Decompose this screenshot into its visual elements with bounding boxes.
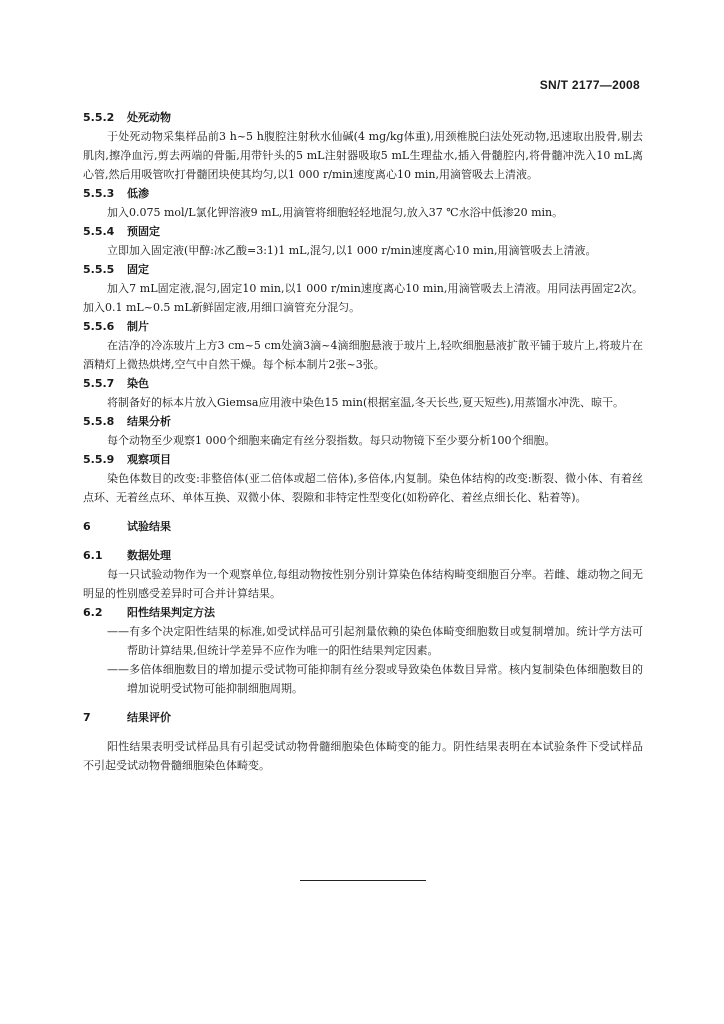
section-gap bbox=[83, 536, 643, 546]
section-gap bbox=[83, 507, 643, 517]
dash-list-item: ——有多个决定阳性结果的标准,如受试样品可引起剂量依赖的染色体畸变细胞数目或复制增加。统计学方法可帮助计算结果,但统计学差异不应作为唯一的阳性结果判定因素。 bbox=[107, 625, 643, 657]
section-title: 低渗 bbox=[127, 187, 149, 200]
document-body bbox=[83, 108, 643, 775]
section-heading bbox=[83, 222, 643, 241]
section-number: 5.5.2 bbox=[83, 111, 115, 124]
section-number: 5.5.8 bbox=[83, 415, 115, 428]
section-heading bbox=[83, 450, 643, 469]
section-heading bbox=[83, 184, 643, 203]
section-heading bbox=[83, 603, 643, 622]
paragraph: 加入7 mL固定液,混匀,固定10 min,以1 000 r/min速度离心10 min,用滴管吸去上清液。用同法再固定2次。加入0.1 mL~0.5 mL新鲜固定液,用细口滴管充分混匀。 bbox=[83, 282, 643, 314]
paragraph: 染色体数目的改变:非整倍体(亚二倍体或超二倍体),多倍体,内复制。染色体结构的改变:断裂、微小体、有着丝点环、无着丝点环、单体互换、双微小体、裂隙和非特定性型变化(如粉碎化、着丝点细长化、粘着等)。 bbox=[83, 472, 643, 504]
paragraph: 将制备好的标本片放入Giemsa应用液中染色15 min(根据室温,冬天长些,夏天短些),用蒸馏水冲洗、晾干。 bbox=[107, 396, 625, 409]
section-gap bbox=[83, 698, 643, 708]
section-heading bbox=[83, 546, 643, 565]
section-title: 观察项目 bbox=[127, 453, 171, 466]
section-title: 处死动物 bbox=[127, 111, 171, 124]
paragraph: 在洁净的冷冻玻片上方3 cm~5 cm处滴3滴~4滴细胞悬液于玻片上,轻吹细胞悬液扩散平铺于玻片上,将玻片在酒精灯上微热烘烤,空气中自然干燥。每个标本制片2张~3张。 bbox=[83, 339, 643, 371]
section-number: 6.1 bbox=[83, 549, 103, 562]
section-title: 阳性结果判定方法 bbox=[127, 606, 215, 619]
section-number: 6.2 bbox=[83, 606, 103, 619]
section-title: 数据处理 bbox=[127, 549, 171, 562]
section-title: 试验结果 bbox=[127, 520, 171, 533]
section-number: 7 bbox=[83, 711, 91, 724]
section-number: 5.5.4 bbox=[83, 225, 115, 238]
paragraph: 于处死动物采集样品前3 h~5 h腹腔注射秋水仙碱(4 mg/kg体重),用颈椎脱臼法处死动物,迅速取出股骨,剔去肌肉,擦净血污,剪去两端的骨骺,用带针头的5 mL注射器吸取5 mL生理盐水,插入骨髓腔内,将骨髓冲洗入10 mL离心管,然后用吸管吹打骨髓团块使其均匀,以1 000 r/min速度离心10 min,用滴管吸去上清液。 bbox=[83, 130, 643, 181]
section-heading bbox=[83, 412, 643, 431]
end-of-document-rule bbox=[300, 880, 426, 881]
section-title: 预固定 bbox=[127, 225, 160, 238]
section-number: 5.5.9 bbox=[83, 453, 115, 466]
section-heading bbox=[83, 374, 643, 393]
section-heading bbox=[83, 108, 643, 127]
dash-list-item: ——多倍体细胞数目的增加提示受试物可能抑制有丝分裂或导致染色体数目异常。核内复制染色体细胞数目的增加说明受试物可能抑制细胞周期。 bbox=[107, 663, 643, 695]
section-title: 染色 bbox=[127, 377, 149, 390]
paragraph: 每个动物至少观察1 000个细胞来确定有丝分裂指数。每只动物镜下至少要分析100个细胞。 bbox=[107, 434, 556, 447]
section-title: 结果分析 bbox=[127, 415, 171, 428]
paragraph: 每一只试验动物作为一个观察单位,每组动物按性别分别计算染色体结构畸变细胞百分率。若雌、雄动物之间无明显的性别感受差异时可合并计算结果。 bbox=[83, 568, 643, 600]
section-number: 5.5.6 bbox=[83, 320, 115, 333]
section-number: 5.5.7 bbox=[83, 377, 115, 390]
section-heading bbox=[83, 317, 643, 336]
section-heading bbox=[83, 260, 643, 279]
section-number: 5.5.5 bbox=[83, 263, 115, 276]
section-title: 制片 bbox=[127, 320, 149, 333]
section-gap bbox=[83, 727, 643, 737]
section-number: 5.5.3 bbox=[83, 187, 115, 200]
section-title: 固定 bbox=[127, 263, 149, 276]
section-title: 结果评价 bbox=[127, 711, 171, 724]
section-heading bbox=[83, 708, 643, 727]
paragraph: 阳性结果表明受试样品具有引起受试动物骨髓细胞染色体畸变的能力。阴性结果表明在本试验条件下受试样品不引起受试动物骨髓细胞染色体畸变。 bbox=[83, 740, 643, 772]
paragraph: 加入0.075 mol/L氯化钾溶液9 mL,用滴管将细胞轻轻地混匀,放入37 ℃水浴中低渗20 min。 bbox=[107, 206, 564, 219]
section-heading bbox=[83, 517, 643, 536]
section-number: 6 bbox=[83, 520, 91, 533]
paragraph: 立即加入固定液(甲醇:冰乙酸=3:1)1 mL,混匀,以1 000 r/min速度离心10 min,用滴管吸去上清液。 bbox=[107, 244, 597, 257]
standard-code: SN/T 2177—2008 bbox=[539, 78, 640, 92]
